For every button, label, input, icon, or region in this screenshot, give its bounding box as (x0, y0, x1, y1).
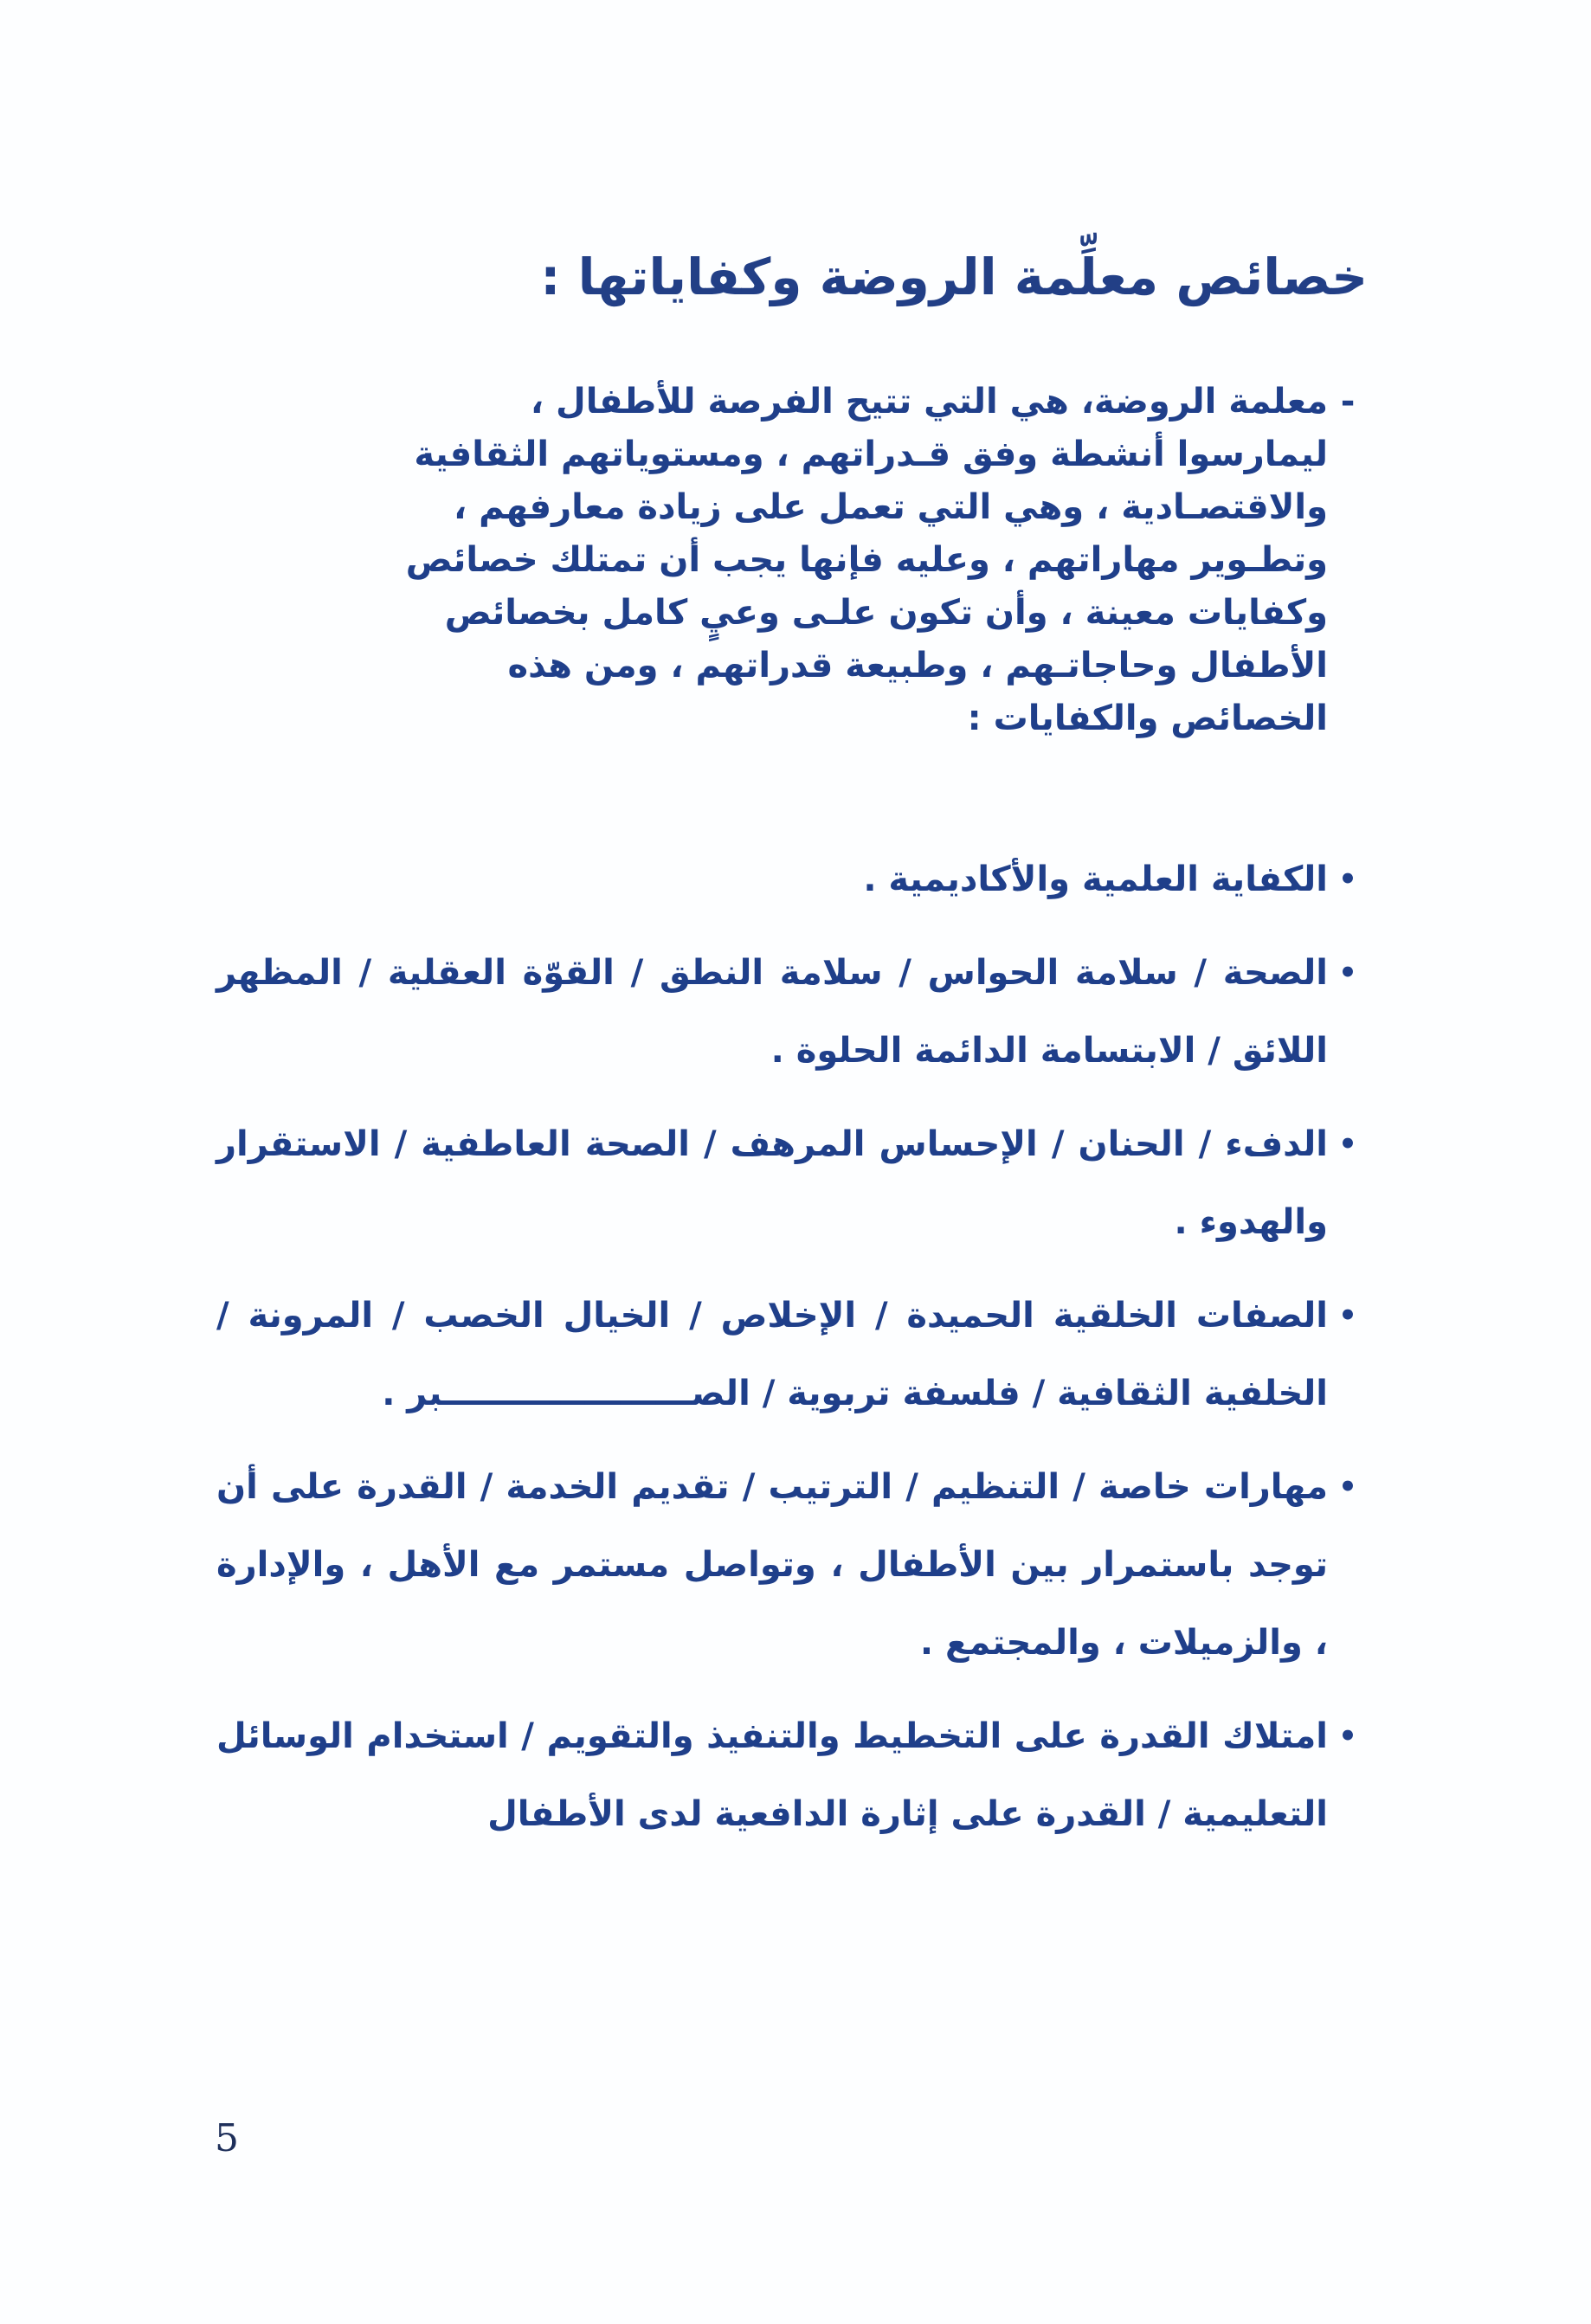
list-item-text: الدفء / الحنان / الإحساس المرهف / الصحة العاطفية / الاستقرار والهدوء . (216, 1124, 1328, 1242)
intro-text: معلمة الروضة، هي التي تتيح الفرصة للأطفال ، ليمارسوا أنشطة وفق قـدراتهم ، ومستوياتهم الثقافية والاقتصـادية ، وهي التي تعمل على زيادة معارفهم ، وتطـوير مهاراتهم ، وعليه فإنها يجب أن تمتلك خصائص وكفايات معينة ، وأن تكون علـى وعيٍ كامل بخصائص الأطفال وحاجاتـهم ، وطبيعة قدراتهم ، ومن هذه الخصائص والكفايات : (405, 382, 1328, 738)
list-item-text: الصحة / سلامة الحواس / سلامة النطق / القوّة العقلية / المظهر اللائق / الابتسامة الدائمة الحلوة . (216, 953, 1328, 1071)
bullet-icon: • (1338, 1127, 1357, 1162)
page-title: خصائص معلِّمة الروضة وكفاياتها : (540, 248, 1368, 306)
competency-list (216, 840, 1368, 1853)
bullet-icon: • (1338, 862, 1357, 897)
list-item (216, 1697, 1368, 1853)
list-item (216, 840, 1368, 918)
bullet-icon: • (1338, 956, 1357, 990)
page-number: 5 (215, 2116, 239, 2160)
intro-paragraph (216, 376, 1368, 745)
bullet-icon: • (1338, 1719, 1357, 1754)
list-item-text: مهارات خاصة / التنظيم / الترتيب / تقديم الخدمة / القدرة على أن توجد باستمرار بين الأطفال ، وتواصل مستمر مع الأهل ، والإدارة ، والزميلات ، والمجتمع . (216, 1467, 1328, 1663)
bullet-icon: • (1338, 1298, 1357, 1333)
list-item (216, 934, 1368, 1090)
list-item (216, 1277, 1368, 1432)
list-item-text: الكفاية العلمية والأكاديمية . (863, 859, 1328, 899)
intro-dash: - (1340, 382, 1356, 422)
list-item (216, 1105, 1368, 1261)
list-item-text: امتلاك القدرة على التخطيط والتنفيذ والتقويم / استخدام الوسائل التعليمية / القدرة على إثارة الدافعية لدى الأطفال (216, 1716, 1328, 1834)
page-content (216, 242, 1368, 1869)
bullet-icon: • (1338, 1470, 1357, 1504)
list-item (216, 1448, 1368, 1682)
list-item-text: الصفات الخلقية الحميدة / الإخلاص / الخيال الخصب / المرونة / الخلفية الثقافية / فلسفة تربوية / الصـــــــــــــــــــــبر . (216, 1296, 1328, 1413)
